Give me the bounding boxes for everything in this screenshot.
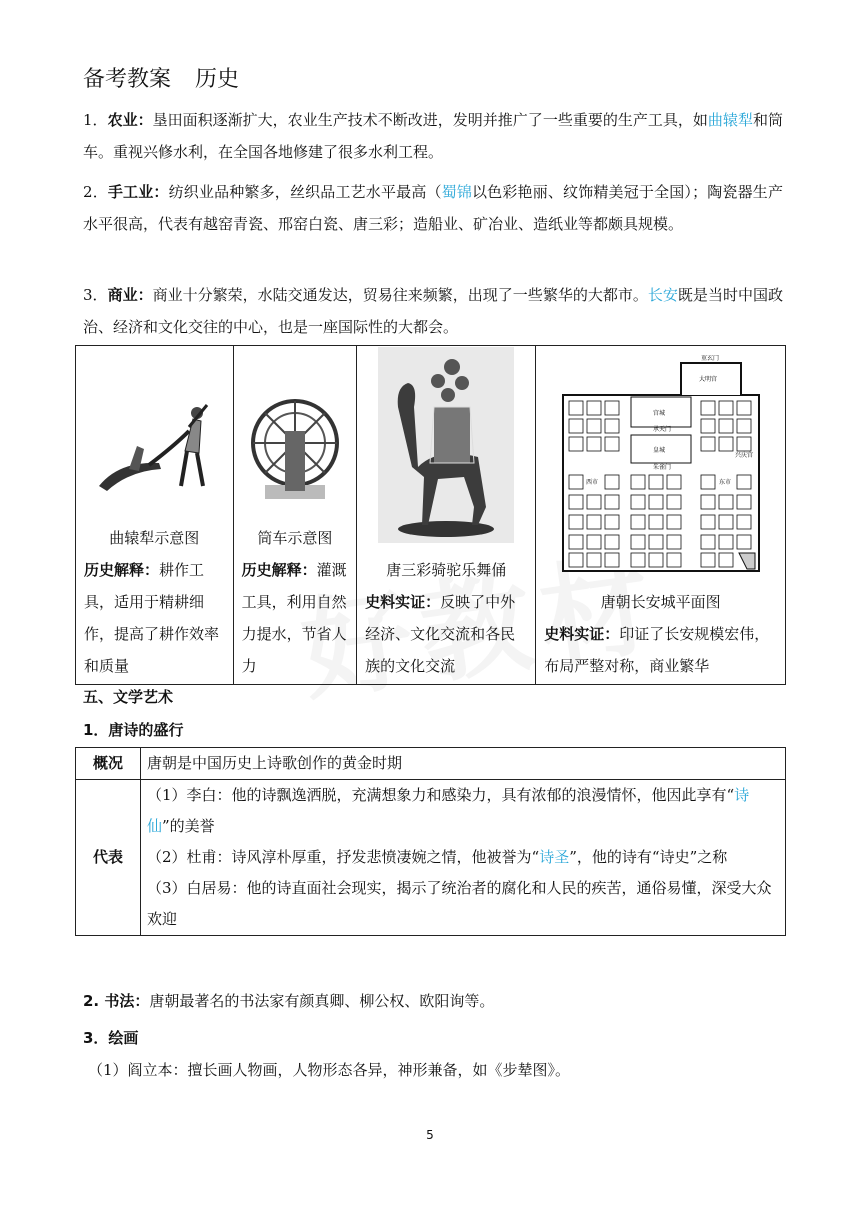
camel-figurine-photo bbox=[378, 347, 514, 543]
figure-changan-map bbox=[536, 346, 786, 685]
waterwheel-illustration bbox=[245, 391, 345, 511]
svg-text:大明宫: 大明宫 bbox=[698, 376, 717, 383]
svg-text:朱雀门: 朱雀门 bbox=[652, 464, 671, 471]
changan-city-map bbox=[561, 355, 761, 575]
svg-text:承天门: 承天门 bbox=[652, 426, 671, 433]
figure-plough bbox=[76, 346, 234, 685]
figure-note: 历史解释：灌溉工具，利用自然力提水，节省人力 bbox=[241, 561, 347, 675]
representatives-cell bbox=[141, 780, 786, 936]
section-literature-arts: 五、文学艺术 bbox=[83, 688, 174, 706]
section-painting: 3．绘画 bbox=[83, 1029, 139, 1047]
svg-text:重玄门: 重玄门 bbox=[700, 355, 719, 362]
svg-text:皇城: 皇城 bbox=[652, 447, 665, 454]
section-tang-poetry: 1．唐诗的盛行 bbox=[83, 721, 184, 739]
figure-caption: 唐朝长安城平面图 bbox=[600, 593, 721, 611]
header-right: 历史 bbox=[195, 67, 240, 92]
paragraph-handicraft: 2．手工业：纺织业品种繁多，丝织品工艺水平最高（蜀锦以色彩艳丽、纹饰精美冠于全国）；陶瓷器生产水平很高，代表有越窑青瓷、邢窑白瓷、唐三彩；造船业、矿冶业、造纸业等都颇具规模。 bbox=[83, 183, 783, 233]
paragraph-yan-liben: （1）阎立本：擅长画人物画，人物形态各异，神形兼备，如《步辇图》。 bbox=[88, 1061, 571, 1079]
figure-camel bbox=[357, 346, 536, 685]
highlight-term: 蜀锦 bbox=[441, 183, 473, 201]
paragraph-calligraphy: 2. 书法：唐朝最著名的书法家有颜真卿、柳公权、欧阳询等。 bbox=[83, 992, 495, 1010]
svg-text:西市: 西市 bbox=[585, 479, 598, 486]
row-header-representatives: 代表 bbox=[76, 780, 141, 936]
poet-du-fu: （2）杜甫：诗风淳朴厚重，抒发悲愤凄婉之情，他被誉为“诗圣”，他的诗有“诗史”之称 bbox=[147, 848, 728, 866]
highlight-term: 曲辕犁 bbox=[707, 111, 753, 129]
poet-bai-juyi: （3）白居易：他的诗直面社会现实，揭示了统治者的腐化和人民的疾苦，通俗易懂，深受大众欢迎 bbox=[147, 879, 772, 928]
figure-note: 史料实证：印证了长安规模宏伟，布局严整对称，商业繁华 bbox=[544, 625, 770, 675]
figure-table bbox=[75, 345, 786, 685]
svg-text:东市: 东市 bbox=[718, 479, 731, 486]
poetry-table bbox=[75, 747, 786, 936]
poet-li-bai: （1）李白：他的诗飘逸洒脱，充满想象力和感染力，具有浓郁的浪漫情怀，他因此享有“诗仙”的美誉 bbox=[147, 786, 750, 835]
highlight-term: 长安 bbox=[647, 286, 678, 304]
page-number: 5 bbox=[426, 1128, 434, 1142]
figure-waterwheel bbox=[233, 346, 357, 685]
paragraph-agriculture: 1．农业：垦田面积逐渐扩大，农业生产技术不断改进，发明并推广了一些重要的生产工具，如曲辕犁和筒车。重视兴修水利，在全国各地修建了很多水利工程。 bbox=[83, 111, 783, 161]
figure-note: 历史解释：耕作工具，适用于精耕细作，提高了耕作效率和质量 bbox=[84, 561, 220, 675]
svg-text:宫城: 宫城 bbox=[652, 410, 665, 417]
page-header bbox=[83, 62, 239, 93]
plough-illustration bbox=[89, 391, 219, 511]
row-header-overview: 概况 bbox=[76, 748, 141, 780]
svg-text:兴庆宫: 兴庆宫 bbox=[734, 452, 753, 459]
header-left: 备考教案 bbox=[83, 67, 172, 92]
paragraph-commerce: 3．商业：商业十分繁荣，水陆交通发达，贸易往来频繁，出现了一些繁华的大都市。长安既是当时中国政治、经济和文化交往的中心，也是一座国际性的大都会。 bbox=[83, 286, 783, 336]
figure-caption: 唐三彩骑驼乐舞俑 bbox=[386, 561, 507, 579]
figure-note: 史料实证：反映了中外经济、文化交流和各民族的文化交流 bbox=[365, 593, 516, 675]
overview-cell: 唐朝是中国历史上诗歌创作的黄金时期 bbox=[141, 748, 786, 780]
figure-caption: 筒车示意图 bbox=[257, 529, 333, 547]
figure-caption: 曲辕犁示意图 bbox=[109, 529, 200, 547]
